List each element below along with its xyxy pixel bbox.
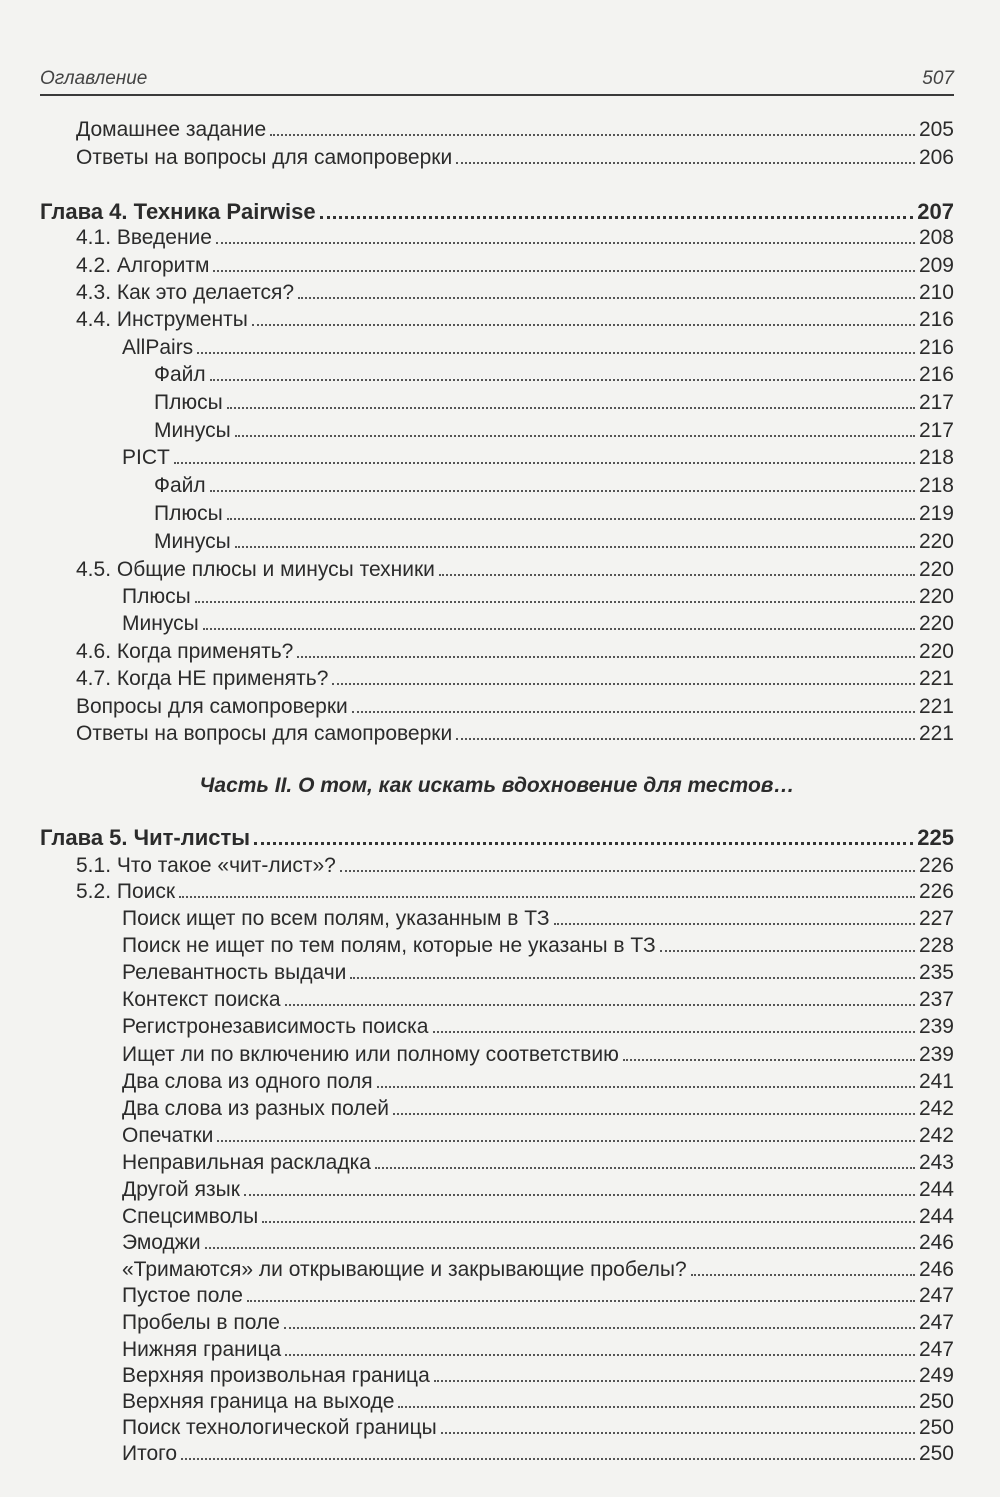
toc-entry-title: «Тримаются» ли открывающие и закрывающие пробелы?	[122, 1258, 687, 1281]
toc-entry-title: Релевантность выдачи	[122, 961, 347, 984]
toc-entry-page: 221	[918, 667, 954, 690]
dot-leader	[235, 435, 915, 437]
toc-chapter-entry	[40, 824, 954, 852]
toc-entry-title: Поиск ищет по всем полям, указанным в ТЗ	[122, 907, 550, 930]
toc-entry	[40, 1440, 954, 1468]
toc-entry	[40, 1068, 954, 1096]
toc-entry	[40, 334, 954, 362]
dot-leader	[352, 711, 915, 713]
toc-entry-title: Файл	[154, 474, 206, 497]
toc-entry	[40, 1282, 954, 1310]
toc-entry-title: Эмоджи	[122, 1231, 201, 1254]
dot-leader	[285, 1354, 915, 1356]
toc-entry-page: 221	[918, 722, 954, 745]
toc-entry-title: Минусы	[154, 530, 231, 553]
dot-leader	[270, 134, 915, 136]
toc-entry-title: Верхняя граница на выходе	[122, 1390, 395, 1413]
toc-entry-page: 205	[918, 118, 954, 141]
dot-leader	[433, 1031, 915, 1033]
toc-entry	[40, 144, 954, 172]
toc-entry-page: 246	[918, 1231, 954, 1254]
toc-entry-page: 216	[918, 308, 954, 331]
toc-entry-title: Регистронезависимость поиска	[122, 1015, 429, 1038]
toc-entry	[40, 1388, 954, 1416]
toc-entry	[40, 932, 954, 960]
toc-entry	[40, 1122, 954, 1150]
toc-entry	[40, 556, 954, 584]
toc-entry-title: Плюсы	[154, 502, 223, 525]
toc-entry-page: 218	[918, 446, 954, 469]
dot-leader	[217, 1140, 915, 1142]
dot-leader	[285, 1004, 915, 1006]
toc-entry-title: 5.1. Что такое «чит-лист»?	[76, 854, 336, 877]
toc-entry	[40, 224, 954, 252]
toc-entry-page: 247	[918, 1311, 954, 1334]
toc-entry-title: Другой язык	[122, 1178, 240, 1201]
toc-entry-page: 218	[918, 474, 954, 497]
dot-leader	[213, 270, 914, 272]
toc-entry-title: Файл	[154, 363, 206, 386]
toc-entry-title: Домашнее задание	[76, 118, 267, 141]
dot-leader	[441, 1432, 915, 1434]
toc-entry	[40, 1095, 954, 1123]
dot-leader	[691, 1274, 915, 1276]
toc-entry-title: 4.2. Алгоритм	[76, 254, 210, 277]
dot-leader	[439, 574, 915, 576]
toc-entry	[40, 1414, 954, 1442]
dot-leader	[660, 950, 915, 952]
toc-entry-page: 209	[918, 254, 954, 277]
dot-leader	[195, 601, 915, 603]
toc-entry	[40, 905, 954, 933]
dot-leader	[247, 1300, 915, 1302]
dot-leader	[623, 1059, 915, 1061]
toc-entry	[40, 417, 954, 445]
toc-entry-page: 220	[918, 612, 954, 635]
dot-leader	[216, 242, 915, 244]
toc-entry-page: 247	[918, 1284, 954, 1307]
dot-leader	[262, 1221, 915, 1223]
dot-leader	[398, 1406, 914, 1408]
toc-entry-title: Плюсы	[122, 585, 191, 608]
dot-leader	[235, 546, 915, 548]
toc-entry	[40, 116, 954, 144]
toc-entry-title: Минусы	[122, 612, 199, 635]
dot-leader	[554, 923, 915, 925]
toc-entry-page: 235	[918, 961, 954, 984]
toc-entry-page: 207	[917, 199, 954, 224]
toc-entry-title: Пробелы в поле	[122, 1311, 280, 1334]
toc-entry-page: 210	[918, 281, 954, 304]
toc-entry-page: 247	[918, 1338, 954, 1361]
toc-entry-page: 250	[918, 1442, 954, 1465]
toc-entry	[40, 1176, 954, 1204]
toc-entry-title: Два слова из разных полей	[122, 1097, 389, 1120]
toc-entry-page: 250	[918, 1390, 954, 1413]
toc-entry	[40, 1149, 954, 1177]
toc-entry-title: Два слова из одного поля	[122, 1070, 373, 1093]
toc-entry-page: 219	[918, 502, 954, 525]
toc-entry	[40, 306, 954, 334]
running-header-title: Оглавление	[40, 68, 148, 89]
dot-leader	[393, 1113, 915, 1115]
toc-entry-title: 4.1. Введение	[76, 226, 212, 249]
dot-leader	[320, 216, 914, 219]
toc-entry-title: Итого	[122, 1442, 178, 1465]
dot-leader	[210, 490, 915, 492]
toc-entry-title: 4.4. Инструменты	[76, 308, 248, 331]
toc-entry-title: 5.2. Поиск	[76, 880, 176, 903]
toc-entry	[40, 638, 954, 666]
dot-leader	[179, 896, 915, 898]
toc-entry	[40, 1336, 954, 1364]
toc-entry-title: 4.6. Когда применять?	[76, 640, 294, 663]
toc-entry	[40, 583, 954, 611]
toc-entry-title: 4.7. Когда НЕ применять?	[76, 667, 329, 690]
toc-entry-title: Поиск не ищет по тем полям, которые не указаны в ТЗ	[122, 934, 656, 957]
toc-entry-page: 241	[918, 1070, 954, 1093]
toc-entry-page: 220	[918, 640, 954, 663]
toc-entry-page: 244	[918, 1205, 954, 1228]
dot-leader	[456, 162, 915, 164]
toc-entry-title: Глава 4. Техника Pairwise	[40, 199, 316, 224]
dot-leader	[332, 683, 915, 685]
toc-entry	[40, 252, 954, 280]
dot-leader	[205, 1247, 915, 1249]
toc-entry-title: Спецсимволы	[122, 1205, 259, 1228]
toc-entry-title: 4.5. Общие плюсы и минусы техники	[76, 558, 435, 581]
toc-entry	[40, 1013, 954, 1041]
toc-entry-page: 239	[918, 1043, 954, 1066]
toc-entry-page: 220	[918, 530, 954, 553]
dot-leader	[252, 324, 915, 326]
toc-entry-title: Минусы	[154, 419, 231, 442]
toc-entry-page: 220	[918, 558, 954, 581]
dot-leader	[377, 1086, 915, 1088]
toc-entry-title: Ответы на вопросы для самопроверки	[76, 146, 453, 169]
toc-entry-page: 249	[918, 1364, 954, 1387]
dot-leader	[203, 628, 915, 630]
toc-entry-title: 4.3. Как это делается?	[76, 281, 295, 304]
toc-entry	[40, 1229, 954, 1257]
dot-leader	[254, 842, 913, 845]
toc-entry-page: 226	[918, 880, 954, 903]
dot-leader	[227, 407, 915, 409]
toc-entry	[40, 1256, 954, 1284]
toc-entry	[40, 1203, 954, 1231]
toc-entry-page: 225	[917, 825, 954, 850]
toc-entry-page: 239	[918, 1015, 954, 1038]
toc-entry-page: 217	[918, 391, 954, 414]
toc-entry-title: Поиск технологической границы	[122, 1416, 437, 1439]
toc-entry	[40, 610, 954, 638]
toc-entry-page: 228	[918, 934, 954, 957]
toc-entry-title: Пустое поле	[122, 1284, 243, 1307]
dot-leader	[434, 1380, 915, 1382]
dot-leader	[298, 297, 915, 299]
toc-entry-title: Ответы на вопросы для самопроверки	[76, 722, 453, 745]
dot-leader	[340, 870, 915, 872]
toc-entry-page: 226	[918, 854, 954, 877]
toc-entry-title: Неправильная раскладка	[122, 1151, 371, 1174]
toc-entry-page: 246	[918, 1258, 954, 1281]
dot-leader	[297, 656, 915, 658]
toc-entry-page: 216	[918, 336, 954, 359]
toc-entry	[40, 986, 954, 1014]
toc-entry-title: AllPairs	[122, 336, 194, 359]
toc-entry-page: 217	[918, 419, 954, 442]
dot-leader	[181, 1458, 915, 1460]
toc-entry-page: 237	[918, 988, 954, 1011]
part-heading: Часть II. О том, как искать вдохновение для тестов…	[199, 774, 795, 797]
dot-leader	[456, 738, 915, 740]
dot-leader	[197, 352, 915, 354]
running-header	[40, 68, 954, 96]
dot-leader	[227, 518, 915, 520]
toc-entry-page: 250	[918, 1416, 954, 1439]
toc-entry	[40, 852, 954, 880]
toc-entry	[40, 444, 954, 472]
toc-entry-page: 221	[918, 695, 954, 718]
toc-entry	[40, 472, 954, 500]
toc-entry	[40, 279, 954, 307]
toc-entry-title: Глава 5. Чит-листы	[40, 825, 251, 850]
toc-entry-title: PICT	[122, 446, 170, 469]
toc-entry	[40, 878, 954, 906]
toc-entry	[40, 1041, 954, 1069]
toc-entry	[40, 665, 954, 693]
toc-entry-page: 242	[918, 1097, 954, 1120]
dot-leader	[174, 462, 915, 464]
dot-leader	[210, 379, 915, 381]
toc-entry	[40, 693, 954, 721]
toc-entry-page: 242	[918, 1124, 954, 1147]
toc-entry	[40, 361, 954, 389]
toc-entry-page: 227	[918, 907, 954, 930]
toc-entry	[40, 500, 954, 528]
toc-entry-page: 206	[918, 146, 954, 169]
toc-entry	[40, 389, 954, 417]
toc-entry	[40, 528, 954, 556]
toc-entry-page: 216	[918, 363, 954, 386]
dot-leader	[350, 977, 915, 979]
toc-entry-title: Верхняя произвольная граница	[122, 1364, 430, 1387]
toc-entry	[40, 720, 954, 748]
toc-entry	[40, 1309, 954, 1337]
toc-entry-title: Опечатки	[122, 1124, 214, 1147]
toc-entry-page: 220	[918, 585, 954, 608]
toc-chapter-entry	[40, 198, 954, 226]
toc-entry-page: 244	[918, 1178, 954, 1201]
toc-entry	[40, 1362, 954, 1390]
page-number: 507	[922, 68, 954, 89]
toc-entry	[40, 959, 954, 987]
toc-entry-title: Вопросы для самопроверки	[76, 695, 348, 718]
toc-entry-title: Контекст поиска	[122, 988, 281, 1011]
toc-entry-title: Ищет ли по включению или полному соответствию	[122, 1043, 619, 1066]
dot-leader	[284, 1327, 915, 1329]
toc-entry-title: Нижняя граница	[122, 1338, 282, 1361]
toc-entry-title: Плюсы	[154, 391, 223, 414]
dot-leader	[375, 1167, 915, 1169]
dot-leader	[244, 1194, 915, 1196]
toc-entry-page: 208	[918, 226, 954, 249]
toc-entry-page: 243	[918, 1151, 954, 1174]
